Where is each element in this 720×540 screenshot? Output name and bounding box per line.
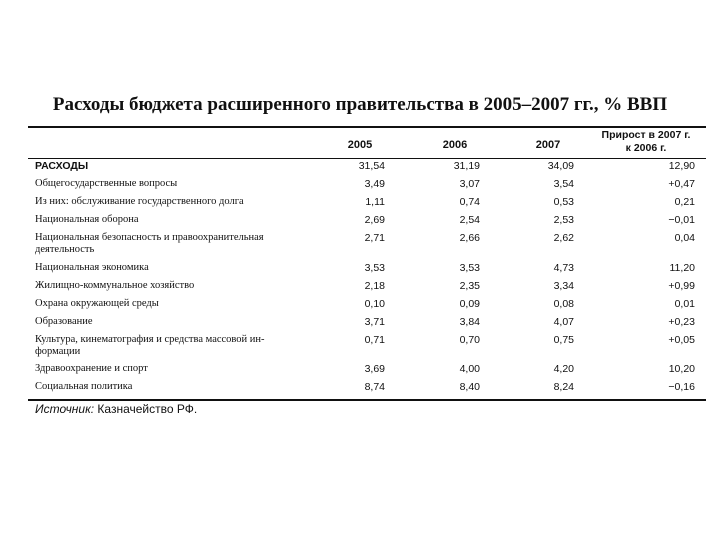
cell-growth: 0,01	[674, 298, 695, 310]
cell-2006: 31,19	[453, 160, 480, 172]
cell-2006: 3,84	[459, 316, 480, 328]
cell-2007: 34,09	[547, 160, 574, 172]
row-label: Здравоохранение и спорт	[35, 363, 148, 374]
cell-2007: 3,34	[553, 280, 574, 292]
cell-2005: 3,49	[364, 178, 385, 190]
header-year-2007: 2007	[535, 139, 561, 151]
cell-2007: 4,20	[553, 363, 574, 375]
cell-2007: 4,73	[553, 262, 574, 274]
row-label: Из них: обслуживание государственного долга	[35, 196, 244, 207]
cell-growth: 12,90	[668, 160, 695, 172]
table-title: Расходы бюджета расширенного правительства в 2005–2007 гг., % ВВП	[52, 94, 668, 115]
cell-2007: 0,75	[553, 334, 574, 346]
cell-2006: 8,40	[459, 381, 480, 393]
cell-growth: 0,21	[674, 196, 695, 208]
cell-2006: 0,70	[459, 334, 480, 346]
row-label: Национальная безопасность и правоохранительная деятельность	[35, 232, 264, 255]
header-year-2006: 2006	[442, 139, 468, 151]
cell-2005: 31,54	[358, 160, 385, 172]
cell-growth: +0,47	[668, 178, 695, 190]
cell-2005: 2,18	[364, 280, 385, 292]
row-label: Образование	[35, 316, 93, 327]
cell-growth: −0,16	[668, 381, 695, 393]
cell-2007: 3,54	[553, 178, 574, 190]
cell-2005: 3,71	[364, 316, 385, 328]
cell-2007: 8,24	[553, 381, 574, 393]
cell-2006: 4,00	[459, 363, 480, 375]
cell-2005: 2,71	[364, 232, 385, 244]
cell-growth: +0,99	[668, 280, 695, 292]
cell-2007: 0,53	[553, 196, 574, 208]
cell-2006: 2,66	[459, 232, 480, 244]
row-label: Социальная политика	[35, 381, 133, 392]
cell-2006: 2,35	[459, 280, 480, 292]
cell-growth: 10,20	[668, 363, 695, 375]
header-year-2005: 2005	[347, 139, 373, 151]
header-growth-line1: Прирост в 2007 г.	[601, 129, 691, 141]
cell-growth: −0,01	[668, 214, 695, 226]
cell-2005: 3,69	[364, 363, 385, 375]
row-label: Охрана окружающей среды	[35, 298, 159, 309]
cell-growth: +0,23	[668, 316, 695, 328]
cell-2007: 2,53	[553, 214, 574, 226]
source-label: Источник:	[35, 402, 95, 416]
cell-2006: 0,09	[459, 298, 480, 310]
cell-2005: 2,69	[364, 214, 385, 226]
cell-2005: 0,71	[364, 334, 385, 346]
source-text: Казначейство РФ.	[94, 402, 198, 416]
row-label: РАСХОДЫ	[35, 160, 89, 172]
header-growth-line2: к 2006 г.	[625, 142, 667, 154]
cell-growth: 11,20	[669, 262, 695, 274]
cell-2005: 1,11	[365, 196, 385, 208]
header-growth	[592, 129, 700, 155]
cell-2007: 4,07	[553, 316, 574, 328]
cell-2005: 0,10	[364, 298, 385, 310]
cell-2006: 0,74	[459, 196, 480, 208]
cell-2006: 3,07	[459, 178, 480, 190]
cell-growth: +0,05	[668, 334, 695, 346]
cell-growth: 0,04	[674, 232, 695, 244]
table-bottom-rule	[28, 399, 706, 401]
row-label: Жилищно-коммунальное хозяйство	[35, 280, 195, 291]
cell-2005: 3,53	[364, 262, 385, 274]
row-label: Общегосударственные вопросы	[35, 178, 178, 189]
cell-2007: 0,08	[553, 298, 574, 310]
table-top-rule	[28, 126, 706, 128]
row-label: Национальная экономика	[35, 262, 149, 273]
cell-2005: 8,74	[364, 381, 385, 393]
cell-2007: 2,62	[553, 232, 574, 244]
cell-2006: 3,53	[459, 262, 480, 274]
row-label: Культура, кинематография и средства массовой ин-формации	[35, 334, 265, 357]
cell-2006: 2,54	[459, 214, 480, 226]
header-rule	[28, 158, 706, 159]
row-label: Национальная оборона	[35, 214, 139, 225]
source-note	[35, 402, 197, 416]
